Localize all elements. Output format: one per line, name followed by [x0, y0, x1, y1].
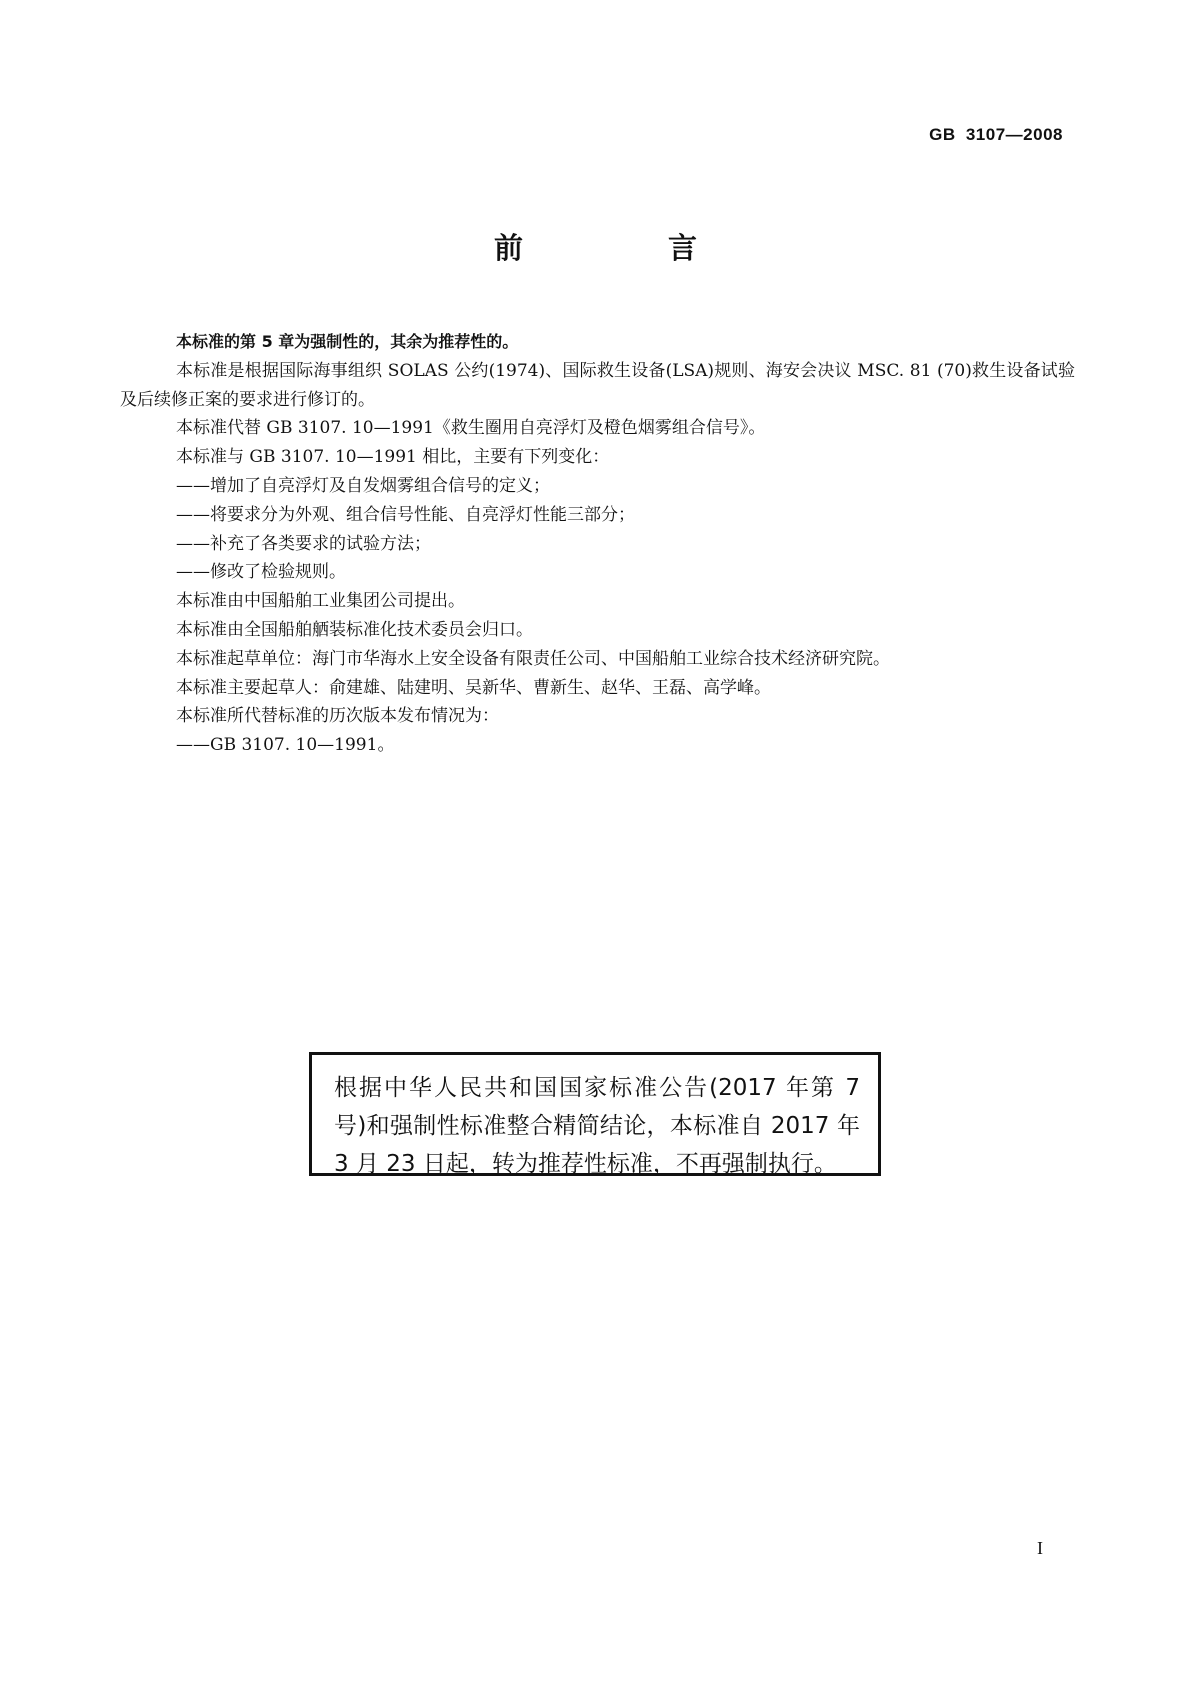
page-title: 前 言 — [493, 231, 755, 265]
paragraph-changes-intro: 本标准与 GB 3107. 10—1991 相比，主要有下列变化： — [176, 447, 610, 468]
paragraph-history-intro: 本标准所代替标准的历次版本发布情况为： — [176, 706, 499, 727]
list-item-change: ——增加了自亮浮灯及自发烟雾组合信号的定义； — [176, 475, 550, 496]
standard-code: GB 3107—2008 — [929, 125, 1063, 144]
list-item-change: ——将要求分为外观、组合信号性能、自亮浮灯性能三部分； — [176, 504, 635, 525]
paragraph-mandatory-clause: 本标准的第 5 章为强制性的，其余为推荐性的。 — [176, 332, 519, 351]
page-number: I — [1037, 1538, 1043, 1558]
list-item-history: ——GB 3107. 10—1991。 — [176, 735, 395, 756]
foreword-body — [120, 328, 1075, 760]
paragraph-replaces: 本标准代替 GB 3107. 10—1991《救生圈用自亮浮灯及橙色烟雾组合信号》。 — [176, 418, 766, 439]
paragraph-committee: 本标准由全国船舶舾装标准化技术委员会归口。 — [176, 619, 533, 640]
paragraph-revision-basis: 本标准是根据国际海事组织 SOLAS 公约(1974)、国际救生设备(LSA)规则、海安会决议 MSC. 81 (70)救生设备试验及后续修正案的要求进行修订的。 — [120, 360, 1075, 410]
paragraph-drafting-units: 本标准起草单位：海门市华海水上安全设备有限责任公司、中国船舶工业综合技术经济研究院。 — [176, 648, 890, 669]
notice-box: 根据中华人民共和国国家标准公告(2017 年第 7 号)和强制性标准整合精简结论，本标准自 2017 年 3 月 23 日起，转为推荐性标准，不再强制执行。 — [309, 1052, 881, 1176]
paragraph-drafters: 本标准主要起草人：俞建雄、陆建明、吴新华、曹新生、赵华、王磊、高学峰。 — [176, 677, 771, 698]
paragraph-proposer: 本标准由中国船舶工业集团公司提出。 — [176, 591, 465, 612]
list-item-change: ——修改了检验规则。 — [176, 562, 346, 583]
list-item-change: ——补充了各类要求的试验方法； — [176, 533, 431, 554]
